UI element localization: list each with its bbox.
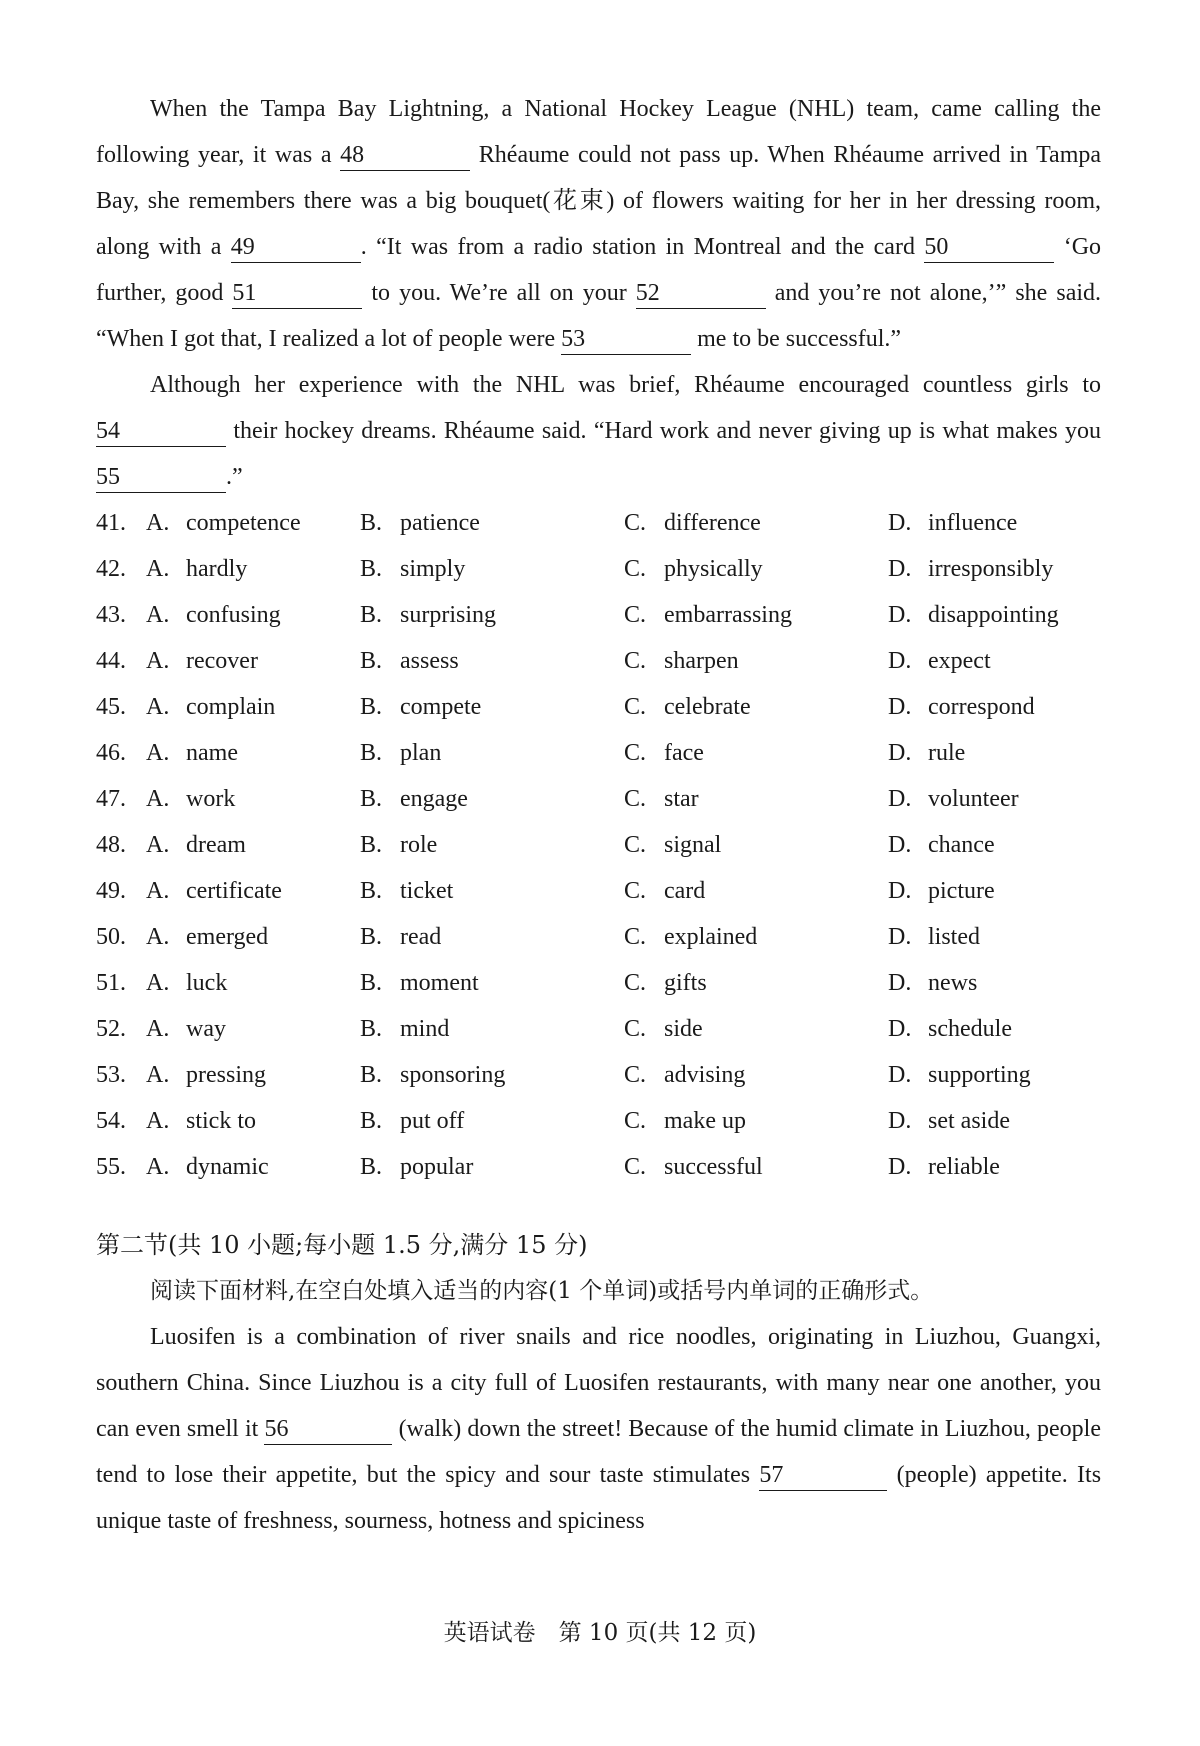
passage-text: (walk) down the street! Because of the humid climate in Liuzhou, people tend to lose their appetite, but the spicy and sour taste stimulates: [96, 1416, 1102, 1488]
option-a: [146, 1006, 360, 1052]
option-text: certificate: [186, 878, 282, 904]
option-text: plan: [400, 740, 442, 766]
option-b: [360, 500, 624, 546]
option-letter: C.: [624, 556, 647, 582]
passage-text: Although her experience with the NHL was brief, Rhéaume encouraged countless girls to: [150, 372, 1101, 398]
option-b: [360, 1098, 624, 1144]
option-text: competence: [186, 510, 301, 536]
option-c: [624, 1006, 888, 1052]
option-letter: C.: [624, 1016, 647, 1042]
option-c: [624, 684, 888, 730]
option-b: [360, 684, 624, 730]
option-letter: D.: [888, 786, 912, 812]
option-c: [624, 500, 888, 546]
question-number: 46.: [96, 740, 126, 766]
passage-text: Rhéaume could not pass up. When Rhéaume arrived in Tampa Bay, she remembers there was a big bouquet(花束) of flowers waiting for her in her dressing room, along with a: [96, 142, 1102, 260]
option-c: [624, 546, 888, 592]
option-d: [888, 960, 1101, 1006]
option-text: way: [186, 1016, 226, 1042]
option-letter: C.: [624, 510, 647, 536]
option-letter: D.: [888, 924, 912, 950]
option-c: [624, 914, 888, 960]
option-letter: B.: [360, 786, 383, 812]
option-letter: D.: [888, 556, 912, 582]
option-text: luck: [186, 970, 228, 996]
option-letter: A.: [146, 1016, 170, 1042]
option-letter: C.: [624, 648, 647, 674]
option-letter: D.: [888, 1108, 912, 1134]
option-text: advising: [664, 1062, 746, 1088]
blank-50: 50: [924, 232, 1054, 263]
option-text: popular: [400, 1154, 474, 1180]
option-text: read: [400, 924, 442, 950]
option-text: face: [664, 740, 704, 766]
option-letter: A.: [146, 510, 170, 536]
option-c: [624, 960, 888, 1006]
option-b: [360, 822, 624, 868]
option-a: [146, 592, 360, 638]
option-text: dream: [186, 832, 246, 858]
option-text: work: [186, 786, 236, 812]
option-a: [146, 1144, 360, 1190]
option-text: role: [400, 832, 438, 858]
option-text: engage: [400, 786, 468, 812]
question-row: [96, 592, 1101, 638]
option-letter: B.: [360, 1016, 383, 1042]
question-row: [96, 684, 1101, 730]
option-text: make up: [664, 1108, 746, 1134]
option-letter: A.: [146, 1062, 170, 1088]
blank-51: 51: [232, 278, 362, 309]
option-a: [146, 684, 360, 730]
option-c: [624, 776, 888, 822]
option-d: [888, 546, 1101, 592]
passage-text: to you. We’re all on your: [371, 280, 627, 306]
option-a: [146, 868, 360, 914]
question-row: [96, 1006, 1101, 1052]
option-c: [624, 1144, 888, 1190]
option-b: [360, 960, 624, 1006]
option-text: complain: [186, 694, 276, 720]
option-letter: D.: [888, 510, 912, 536]
exam-page: [96, 86, 1101, 1544]
option-letter: C.: [624, 878, 647, 904]
section-instruction: 阅读下面材料,在空白处填入适当的内容(1 个单词)或括号内单词的正确形式。: [150, 1278, 934, 1304]
question-number: 41.: [96, 510, 126, 536]
option-text: surprising: [400, 602, 496, 628]
question-number: 52.: [96, 1016, 126, 1042]
option-letter: D.: [888, 648, 912, 674]
option-d: [888, 822, 1101, 868]
question-number: 48.: [96, 832, 126, 858]
blank-48: 48: [340, 140, 470, 171]
option-text: news: [928, 970, 978, 996]
option-letter: A.: [146, 740, 170, 766]
option-letter: A.: [146, 786, 170, 812]
option-letter: D.: [888, 832, 912, 858]
option-letter: A.: [146, 832, 170, 858]
option-text: dynamic: [186, 1154, 269, 1180]
blank-54: 54: [96, 416, 226, 447]
option-d: [888, 592, 1101, 638]
option-text: embarrassing: [664, 602, 792, 628]
option-letter: B.: [360, 1108, 383, 1134]
option-text: signal: [664, 832, 722, 858]
option-letter: B.: [360, 1154, 383, 1180]
option-letter: D.: [888, 970, 912, 996]
option-letter: B.: [360, 602, 383, 628]
option-text: reliable: [928, 1154, 1000, 1180]
question-row: [96, 500, 1101, 546]
option-letter: A.: [146, 1108, 170, 1134]
question-row: [96, 546, 1101, 592]
option-text: expect: [928, 648, 991, 674]
option-a: [146, 914, 360, 960]
option-c: [624, 1098, 888, 1144]
option-c: [624, 822, 888, 868]
option-text: recover: [186, 648, 258, 674]
option-letter: A.: [146, 648, 170, 674]
section-title: 第二节(共 10 小题;每小题 1.5 分,满分 15 分): [96, 1231, 588, 1259]
option-d: [888, 638, 1101, 684]
option-a: [146, 960, 360, 1006]
option-a: [146, 776, 360, 822]
option-letter: C.: [624, 970, 647, 996]
option-letter: B.: [360, 878, 383, 904]
passage-text: When the Tampa Bay Lightning, a National Hockey League (NHL) team, came calling the following year, it was a: [96, 96, 1101, 168]
option-letter: A.: [146, 556, 170, 582]
option-d: [888, 1006, 1101, 1052]
option-text: correspond: [928, 694, 1035, 720]
option-text: hardly: [186, 556, 248, 582]
option-text: moment: [400, 970, 479, 996]
option-a: [146, 822, 360, 868]
option-b: [360, 638, 624, 684]
option-letter: A.: [146, 924, 170, 950]
option-text: supporting: [928, 1062, 1031, 1088]
option-a: [146, 546, 360, 592]
question-row: [96, 638, 1101, 684]
option-letter: C.: [624, 1062, 647, 1088]
option-text: gifts: [664, 970, 707, 996]
question-number: 54.: [96, 1108, 126, 1134]
blank-56: 56: [264, 1414, 392, 1445]
blank-57: 57: [759, 1460, 887, 1491]
option-c: [624, 638, 888, 684]
question-row: [96, 1098, 1101, 1144]
option-text: set aside: [928, 1108, 1010, 1134]
option-c: [624, 868, 888, 914]
option-letter: D.: [888, 878, 912, 904]
option-text: patience: [400, 510, 480, 536]
blank-55: 55: [96, 462, 226, 493]
question-number: 45.: [96, 694, 126, 720]
option-text: physically: [664, 556, 763, 582]
blank-53: 53: [561, 324, 691, 355]
page-footer: 英语试卷 第 10 页(共 12 页): [443, 1620, 757, 1646]
option-text: listed: [928, 924, 980, 950]
passage-text: .”: [226, 464, 243, 490]
option-letter: D.: [888, 1016, 912, 1042]
option-b: [360, 776, 624, 822]
option-text: disappointing: [928, 602, 1059, 628]
option-text: sharpen: [664, 648, 739, 674]
option-b: [360, 592, 624, 638]
option-b: [360, 546, 624, 592]
option-b: [360, 1052, 624, 1098]
question-row: [96, 1144, 1101, 1190]
option-text: explained: [664, 924, 758, 950]
option-letter: B.: [360, 740, 383, 766]
option-d: [888, 1144, 1101, 1190]
option-a: [146, 730, 360, 776]
option-letter: A.: [146, 1154, 170, 1180]
passage-text: Luosifen is a combination of river snails and rice noodles, originating in Liuzhou, Guangxi, southern China. Since Liuzhou is a city full of Luosifen restaurants, with many near one another, you can even smell it: [96, 1324, 1101, 1442]
option-text: schedule: [928, 1016, 1012, 1042]
option-letter: D.: [888, 1154, 912, 1180]
option-d: [888, 776, 1101, 822]
option-letter: B.: [360, 648, 383, 674]
option-letter: C.: [624, 832, 647, 858]
option-c: [624, 1052, 888, 1098]
option-d: [888, 1052, 1101, 1098]
question-row: [96, 914, 1101, 960]
option-d: [888, 868, 1101, 914]
option-text: sponsoring: [400, 1062, 506, 1088]
question-number: 47.: [96, 786, 126, 812]
option-d: [888, 684, 1101, 730]
option-d: [888, 1098, 1101, 1144]
option-text: name: [186, 740, 238, 766]
option-b: [360, 730, 624, 776]
option-letter: C.: [624, 1108, 647, 1134]
option-text: simply: [400, 556, 466, 582]
option-letter: C.: [624, 694, 647, 720]
passage-paragraph-1: [96, 86, 1101, 362]
question-number: 55.: [96, 1154, 126, 1180]
option-b: [360, 868, 624, 914]
option-d: [888, 500, 1101, 546]
option-text: successful: [664, 1154, 763, 1180]
option-text: rule: [928, 740, 966, 766]
option-letter: D.: [888, 602, 912, 628]
question-number: 50.: [96, 924, 126, 950]
passage-paragraph-3: [96, 1314, 1101, 1544]
passage-text: me to be successful.”: [697, 326, 902, 352]
option-letter: A.: [146, 602, 170, 628]
option-letter: D.: [888, 694, 912, 720]
option-text: celebrate: [664, 694, 751, 720]
passage-text: their hockey dreams. Rhéaume said. “Hard work and never giving up is what makes you: [233, 418, 1102, 444]
option-text: emerged: [186, 924, 269, 950]
option-letter: B.: [360, 924, 383, 950]
option-letter: A.: [146, 878, 170, 904]
option-c: [624, 730, 888, 776]
option-letter: C.: [624, 740, 647, 766]
option-letter: C.: [624, 602, 647, 628]
question-number: 53.: [96, 1062, 126, 1088]
option-a: [146, 638, 360, 684]
option-text: assess: [400, 648, 459, 674]
question-number: 42.: [96, 556, 126, 582]
passage-paragraph-2: [96, 362, 1101, 500]
option-b: [360, 1144, 624, 1190]
question-number: 44.: [96, 648, 126, 674]
option-d: [888, 730, 1101, 776]
option-text: volunteer: [928, 786, 1019, 812]
option-text: irresponsibly: [928, 556, 1054, 582]
option-text: pressing: [186, 1062, 266, 1088]
option-letter: B.: [360, 510, 383, 536]
option-text: influence: [928, 510, 1018, 536]
option-letter: A.: [146, 694, 170, 720]
option-text: picture: [928, 878, 995, 904]
question-row: [96, 822, 1101, 868]
option-letter: C.: [624, 1154, 647, 1180]
option-text: star: [664, 786, 699, 812]
option-letter: C.: [624, 924, 647, 950]
option-letter: D.: [888, 740, 912, 766]
question-row: [96, 1052, 1101, 1098]
question-row: [96, 776, 1101, 822]
option-text: confusing: [186, 602, 281, 628]
passage-text: . “It was from a radio station in Montreal and the card: [360, 234, 915, 260]
option-letter: B.: [360, 1062, 383, 1088]
option-text: ticket: [400, 878, 454, 904]
option-text: mind: [400, 1016, 450, 1042]
option-b: [360, 1006, 624, 1052]
option-letter: D.: [888, 1062, 912, 1088]
option-letter: B.: [360, 970, 383, 996]
option-letter: A.: [146, 970, 170, 996]
blank-52: 52: [636, 278, 766, 309]
question-number: 49.: [96, 878, 126, 904]
option-letter: B.: [360, 694, 383, 720]
option-letter: C.: [624, 786, 647, 812]
option-text: side: [664, 1016, 703, 1042]
option-text: difference: [664, 510, 761, 536]
question-number: 43.: [96, 602, 126, 628]
option-text: compete: [400, 694, 482, 720]
passage-text: and you’re not alone,’” she said. “When I got that, I realized a lot of people were: [96, 280, 1102, 352]
option-a: [146, 1098, 360, 1144]
question-options-list: [96, 500, 1101, 1190]
passage-text: (people) appetite. Its unique taste of freshness, sourness, hotness and spiciness: [96, 1462, 1102, 1534]
question-row: [96, 960, 1101, 1006]
option-d: [888, 914, 1101, 960]
option-text: stick to: [186, 1108, 256, 1134]
option-c: [624, 592, 888, 638]
option-text: put off: [400, 1108, 465, 1134]
question-row: [96, 868, 1101, 914]
question-row: [96, 730, 1101, 776]
option-a: [146, 500, 360, 546]
blank-49: 49: [231, 232, 361, 263]
option-text: card: [664, 878, 706, 904]
option-b: [360, 914, 624, 960]
option-a: [146, 1052, 360, 1098]
option-letter: B.: [360, 556, 383, 582]
question-number: 51.: [96, 970, 126, 996]
option-letter: B.: [360, 832, 383, 858]
option-text: chance: [928, 832, 995, 858]
passage-text: ‘Go further, good: [96, 234, 1102, 306]
